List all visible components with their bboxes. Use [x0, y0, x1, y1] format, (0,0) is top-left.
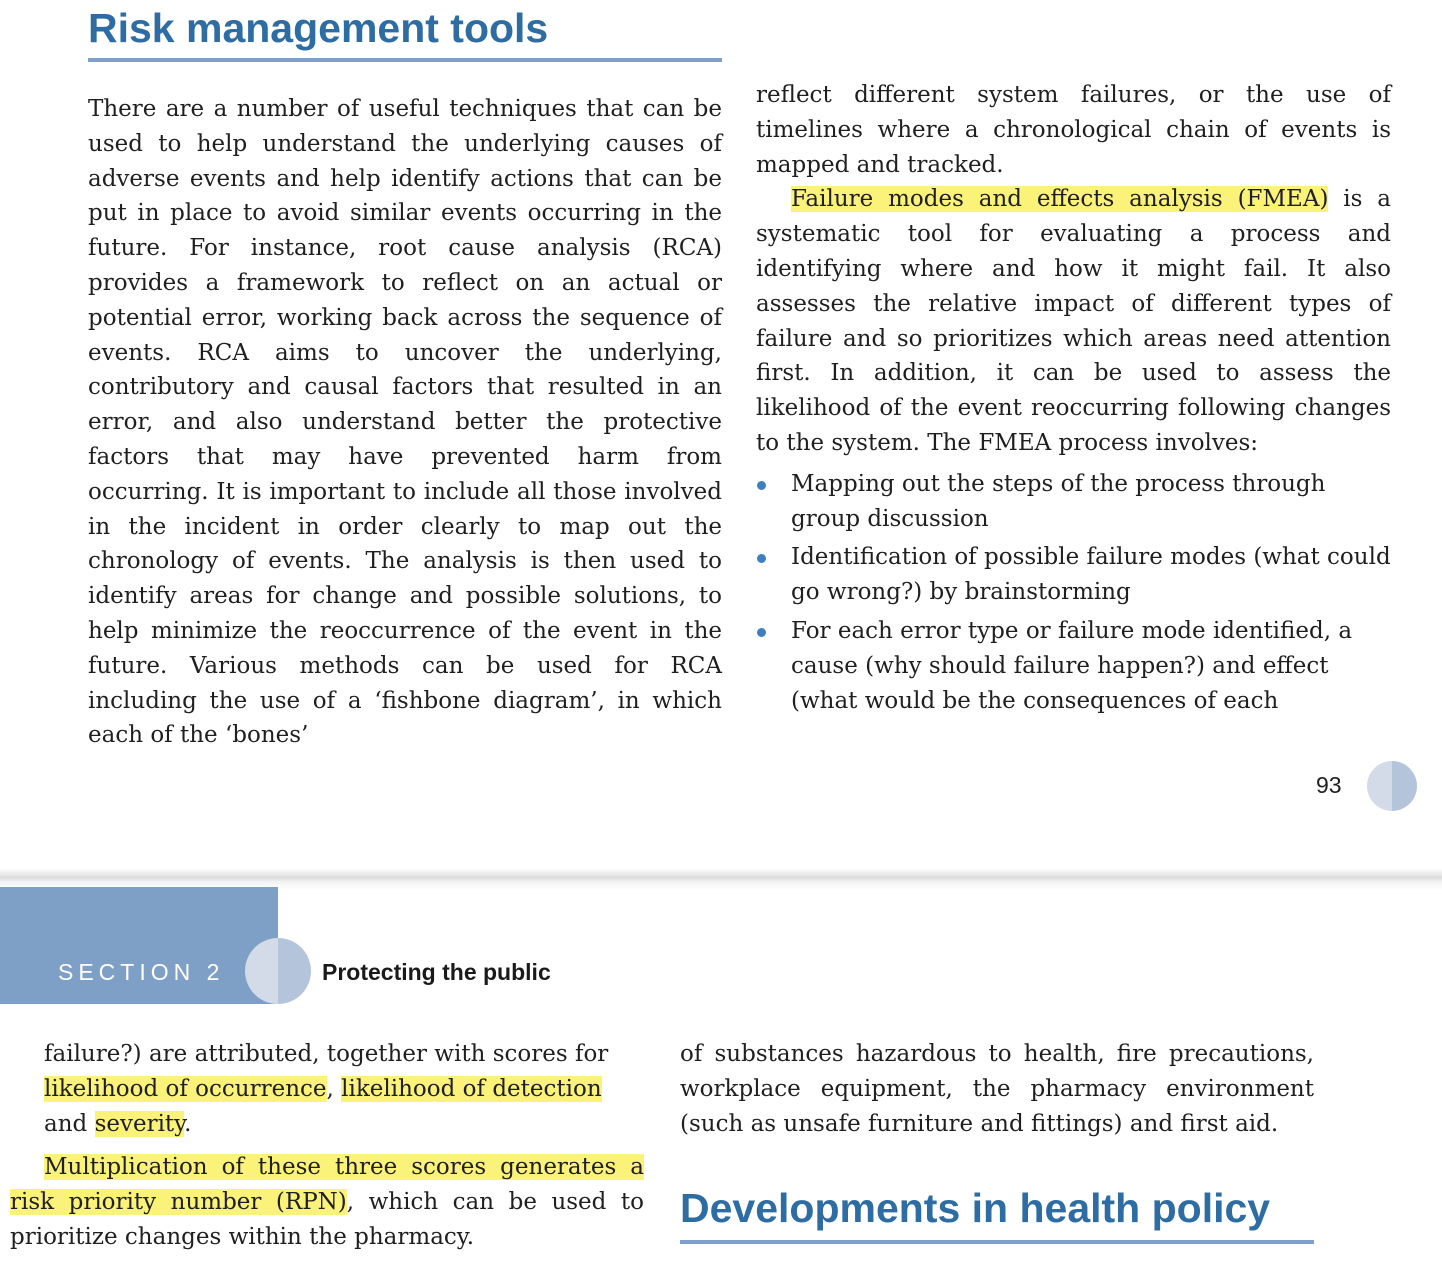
fmea-highlight: Failure modes and effects analysis (FMEA) [791, 186, 1329, 213]
section-title: Protecting the public [322, 959, 551, 985]
section-heading: Risk management tools [88, 5, 549, 51]
substances-paragraph: of substances hazardous to health, fire precautions, workplace equipment, the pharmacy environment (such as unsafe furniture and fittings) and first aid. [680, 1041, 1314, 1137]
fmea-description: is a systematic tool for evaluating a process and identifying where and how it might fail. It also assesses the relative impact of different types of failure and so prioritizes which areas need attention first. In addition, it can be used to assess the likelihood of the event reoccurring following changes to the system. The FMEA process involves: [756, 186, 1392, 456]
rpn-highlight: risk priority number (RPN) [10, 1188, 347, 1215]
rpn-description: , which can be used to prioritize changes within the pharmacy. [10, 1188, 644, 1250]
page-number: 93 [1316, 772, 1342, 798]
severity-highlight: severity [94, 1110, 185, 1137]
heading-underline [88, 58, 722, 62]
fmea-steps-list [756, 467, 1391, 719]
list-item-text: For each error type or failure mode identified, a cause (why should failure happen?) and effect (what would be the consequences of each [791, 617, 1353, 714]
bottom-left-paragraph-2 [10, 1150, 644, 1254]
page-circle-icon [1366, 760, 1418, 812]
section-label: SECTION 2 [58, 959, 225, 985]
likelihood-occurrence-highlight: likelihood of occurrence [44, 1075, 327, 1102]
bullet-icon [757, 628, 766, 637]
right-column-text [756, 78, 1391, 722]
section-circle-icon [244, 937, 312, 1005]
list-item [756, 614, 1391, 718]
comma-text: , [326, 1075, 334, 1102]
list-item-text: Mapping out the steps of the process through group discussion [791, 470, 1326, 532]
bottom-right-paragraph [680, 1037, 1314, 1141]
list-item-text: Identification of possible failure modes (what could go wrong?) by brainstorming [791, 544, 1391, 606]
list-item [756, 467, 1391, 537]
multiplication-highlight: Multiplication of these three scores generates a [44, 1154, 644, 1180]
rca-paragraph: There are a number of useful techniques that can be used to help understand the underlying causes of adverse events and help identify actions that can be put in place to avoid similar events occurring in the future. For instance, root cause analysis (RCA) provides a framework to reflect on an actual or potential error, working back across the sequence of events. RCA aims to uncover the underlying, contributory and causal factors that resulted in an error, and also understand better the protective factors that may have prevented harm from occurring. It is important to include all those involved in the incident in order clearly to map out the chronology of events. The analysis is then used to identify areas for change and possible solutions, to help minimize the reoccurrence of the event in the future. Various methods can be used for RCA including the use of a ‘fishbone diagram’, in which each of the ‘bones’ [88, 96, 722, 749]
list-item [756, 540, 1391, 610]
developments-heading: Developments in health policy [680, 1185, 1271, 1231]
bottom-left-paragraph-1 [44, 1037, 644, 1141]
period-text: . [184, 1110, 192, 1137]
developments-underline [680, 1240, 1314, 1244]
failure-scores-text: failure?) are attributed, together with scores for [44, 1041, 609, 1067]
timelines-paragraph: reflect different system failures, or the use of timelines where a chronological chain of events is mapped and tracked. [756, 82, 1391, 178]
and-text: and [44, 1110, 88, 1137]
left-column-text [88, 92, 722, 753]
fmea-paragraph [756, 182, 1391, 460]
bullet-icon [757, 481, 766, 490]
section-band [0, 887, 278, 1004]
bullet-icon [757, 554, 766, 563]
likelihood-detection-highlight: likelihood of detection [341, 1075, 602, 1102]
